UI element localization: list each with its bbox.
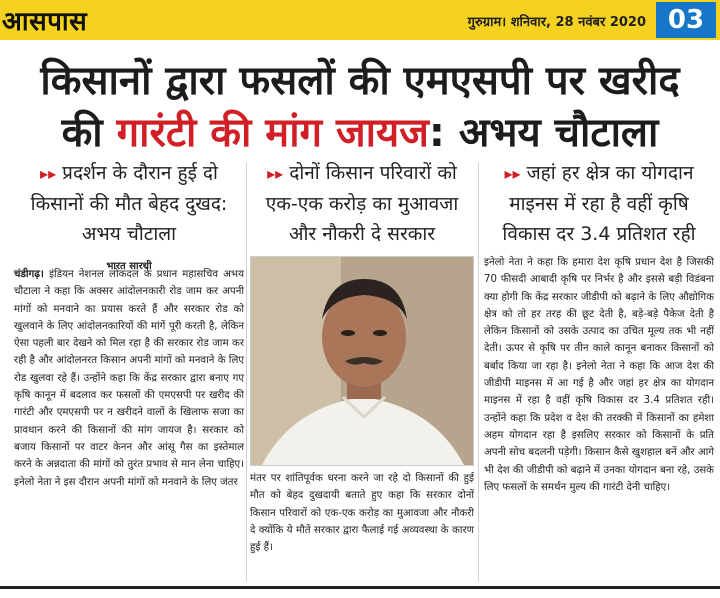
headline-line-1: किसानों द्वारा फसलों की एमएसपी पर खरीद — [40, 58, 680, 104]
subheading-3 — [484, 158, 714, 249]
byline: भारत सारथी — [106, 261, 152, 272]
headline-line-2-prefix: की — [61, 110, 117, 156]
double-arrow-icon: ▸▸ — [504, 164, 521, 183]
subheading-3-text: जहां हर क्षेत्र का योगदान माइनस में रहा है वहीं कृषि विकास दर 3.4 प्रतिशत रही — [502, 162, 696, 245]
article-text-1 — [14, 266, 244, 491]
subheading-2-text: दोनों किसान परिवारों को एक-एक करोड़ का मुआवजा और नौकरी दे सरकार — [265, 162, 459, 245]
article-text-1-body: इंडियन नेशनल लोकदल के प्रधान महासचिव अभय चौटाला ने कहा कि अक्सर आंदोलनकारी रोड जाम कर अपनी मांगों को मनवाने का प्रयास करते हैं और सरकार रोड को खुलवाने के लिए आंदोलनकारियों की मांगें पूरी करती है, लेकिन ऐसा पहली बार देखने को मिल रहा है की सरकार रोड जाम कर रही है और आंदोलनरत किसान अपनी मांगों को मनवाने के लिए रोड खुलवा रहे हैं। उन्होंने कहा कि केंद्र सरकार द्वारा बनाए गए कृषि कानून में बदलाव कर फसलों की एमएसपी पर खरीद की गारंटी और एमएसपी पर न खरीदने वालों के खिलाफ सजा का प्रावधान करने की किसानों की मांग जायज है। सरकार को बजाय किसानों पर वाटर केनन और आंसू गैस का इस्तेमाल करने के अन्नदाता की मांगों को तुरंत प्रभाव से मान लेना चाहिए। इनेलो नेता ने इस दौरान अपनी मांगों को मनवाने के लिए जंतर — [14, 269, 244, 488]
headline-line-2-red: गारंटी की मांग जायज — [116, 110, 429, 156]
city-dateline: चंडीगढ़। — [14, 269, 44, 280]
article-text-3: इनेलो नेता ने कहा कि हमारा देश कृषि प्रधान देश है जिसकी 70 फीसदी आबादी कृषि पर निर्भर है और इससे बड़ी विडंबना क्या होगी कि केंद्र सरकार जीडीपी को बढ़ाने के लिए औद्योगिक क्षेत्र को तो हर तरह की छूट देती है, बड़े-बड़े पैकेज देती है लेकिन किसानों को उसके उत्पाद का उचित मूल्य तक भी नहीं देती। ऊपर से कृषि पर तीन काले कानून बनाकर किसानों को बर्बाद किया जा रहा है। इनेलो नेता ने कहा कि आज देश की जीडीपी माइनस में आ गई है और जहां हर क्षेत्र का योगदान माइनस में रहा है वहीं कृषि विकास दर 3.4 प्रतिशत रही। उन्होंने कहा कि प्रदेश व देश की तरक्की में किसानों का हमेशा अहम योगदान रहा है इसलिए सरकार को किसानों के प्रति अपनी सोच बदलनी पड़ेगी। किसान कैसे खुशहाल बनें और आगे भी देश की जीडीपी को बढ़ाने में उनका योगदान बना रहे, उसके लिए फसलों के समर्थन मुल्य की गारंटी देनी चाहिए। — [484, 257, 714, 493]
double-arrow-icon: ▸▸ — [40, 164, 57, 183]
article-text-2: मंतर पर शांतिपूर्वक धरना करने जा रहे दो किसानों की हुई मौत को बेहद दुखदायी बताते हुए कहा कि सरकार दोनों किसान परिवारों को एक-एक करोड़ का मुआवजा और नौकरी दे क्योंकि ये मौतें सरकार द्वारा फैलाई गई अव्यवस्था के कारण हुई हैं। — [250, 473, 474, 554]
next-headline-cut — [0, 586, 720, 598]
page-dateline: गुरुग्राम। शनिवार, 28 नवंबर 2020 — [467, 15, 646, 30]
section-name: आसपास — [2, 7, 88, 37]
page-number: 03 — [656, 2, 716, 38]
headline-line-2 — [0, 108, 720, 158]
article-column-2 — [250, 158, 474, 554]
column-rule-1 — [246, 162, 247, 582]
subheading-1 — [14, 158, 244, 249]
article-column-1 — [14, 158, 244, 488]
subheading-2 — [250, 158, 474, 249]
article-column-3 — [484, 158, 714, 493]
column-rule-2 — [478, 162, 479, 582]
headline-line-2-suffix: : अभय चौटाला — [428, 110, 659, 156]
subheading-1-text: प्रदर्शन के दौरान हुई दो किसानों की मौत बेहद दुखद: अभय चौटाला — [30, 162, 228, 245]
portrait-illustration — [251, 257, 474, 466]
section-header-bar — [0, 0, 720, 40]
portrait-photo — [250, 256, 474, 466]
double-arrow-icon: ▸▸ — [267, 164, 284, 183]
